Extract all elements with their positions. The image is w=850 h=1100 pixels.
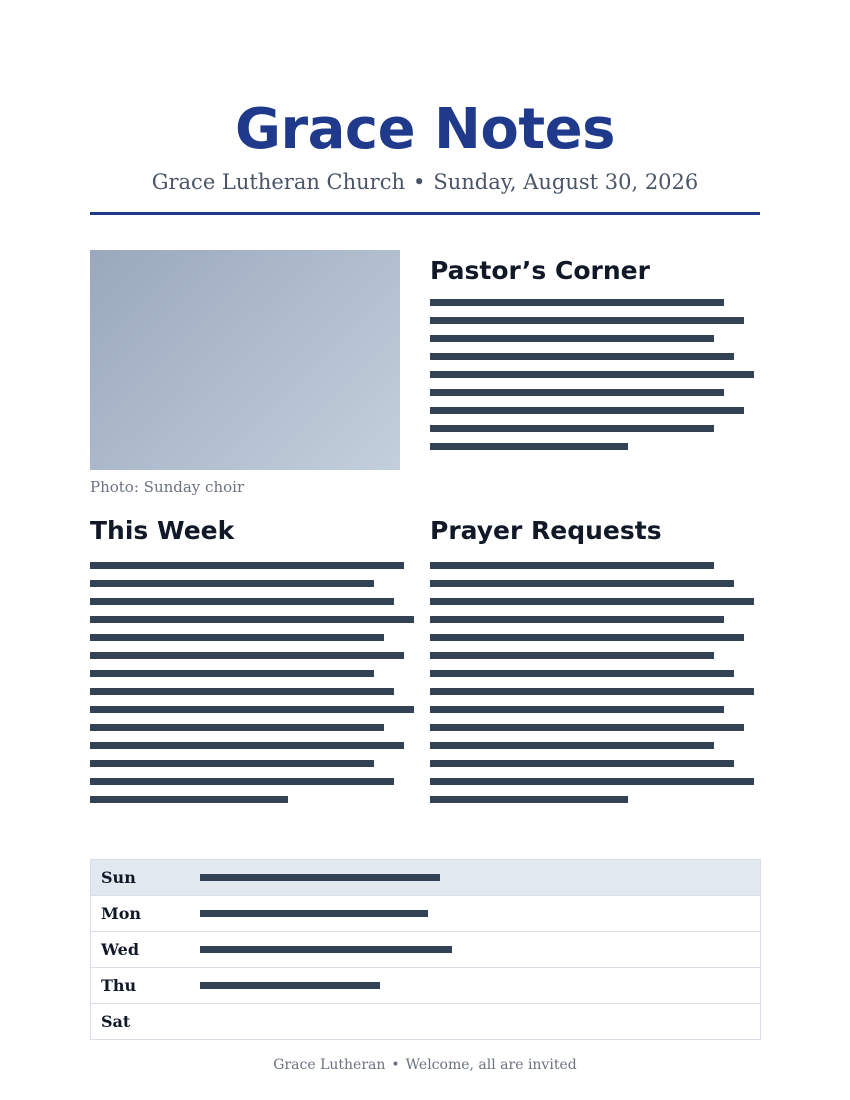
text-line — [90, 688, 394, 695]
pastors-corner-heading: Pastor’s Corner — [430, 256, 650, 285]
issue-date: Sunday, August 30, 2026 — [433, 170, 699, 194]
schedule-entry — [200, 860, 761, 896]
text-line — [430, 724, 744, 731]
prayer-requests-heading: Prayer Requests — [430, 516, 662, 545]
text-line — [430, 425, 714, 432]
text-line — [430, 407, 744, 414]
church-name: Grace Lutheran Church — [151, 170, 405, 194]
this-week-heading: This Week — [90, 516, 235, 545]
text-line — [430, 317, 744, 324]
newsletter-title: Grace Notes — [235, 97, 615, 162]
newsletter-subtitle — [0, 168, 850, 196]
text-line — [430, 634, 744, 641]
schedule-day: Sat — [91, 1004, 201, 1040]
text-line — [90, 580, 374, 587]
text-line — [90, 616, 414, 623]
text-line — [430, 335, 714, 342]
schedule-day: Wed — [91, 932, 201, 968]
weekly-schedule — [90, 859, 761, 1040]
text-line — [90, 598, 394, 605]
schedule-day: Sun — [91, 860, 201, 896]
text-line — [430, 760, 734, 767]
schedule-row — [91, 860, 761, 896]
text-line — [430, 652, 714, 659]
schedule-row — [91, 896, 761, 932]
text-line — [430, 778, 754, 785]
schedule-day: Thu — [91, 968, 201, 1004]
text-line — [200, 982, 380, 989]
schedule-entry — [200, 932, 761, 968]
text-line — [430, 706, 724, 713]
page-footer — [0, 1056, 850, 1074]
text-line — [430, 616, 724, 623]
text-line — [430, 371, 754, 378]
text-line — [430, 443, 628, 450]
text-line — [90, 778, 394, 785]
text-line — [430, 796, 628, 803]
text-line — [430, 562, 714, 569]
footer-welcome: Welcome, all are invited — [405, 1057, 577, 1073]
text-line — [430, 580, 734, 587]
text-line — [200, 946, 452, 953]
text-line — [430, 299, 724, 306]
masthead-rule — [90, 212, 760, 215]
text-line — [430, 670, 734, 677]
schedule-day: Mon — [91, 896, 201, 932]
text-line — [90, 724, 384, 731]
schedule-row — [91, 1004, 761, 1040]
text-line — [430, 742, 714, 749]
text-line — [200, 910, 428, 917]
text-line — [90, 634, 384, 641]
text-line — [90, 670, 374, 677]
text-line — [90, 562, 404, 569]
schedule-row — [91, 932, 761, 968]
photo-placeholder — [90, 250, 400, 470]
schedule-entry — [200, 968, 761, 1004]
text-line — [90, 652, 404, 659]
schedule-row — [91, 968, 761, 1004]
photo-caption: Photo: Sunday choir — [90, 478, 245, 496]
text-line — [90, 760, 374, 767]
text-line — [430, 389, 724, 396]
text-line — [430, 598, 754, 605]
prayer-requests-text — [430, 562, 760, 814]
pastors-corner-text — [430, 299, 760, 461]
text-line — [430, 688, 754, 695]
separator-dot: • — [391, 1057, 400, 1073]
text-line — [200, 874, 440, 881]
text-line — [90, 706, 414, 713]
text-line — [430, 353, 734, 360]
this-week-text — [90, 562, 420, 814]
text-line — [90, 796, 288, 803]
footer-church: Grace Lutheran — [273, 1057, 386, 1073]
schedule-entry — [200, 1004, 761, 1040]
text-line — [90, 742, 404, 749]
schedule-entry — [200, 896, 761, 932]
separator-dot: • — [412, 170, 426, 194]
